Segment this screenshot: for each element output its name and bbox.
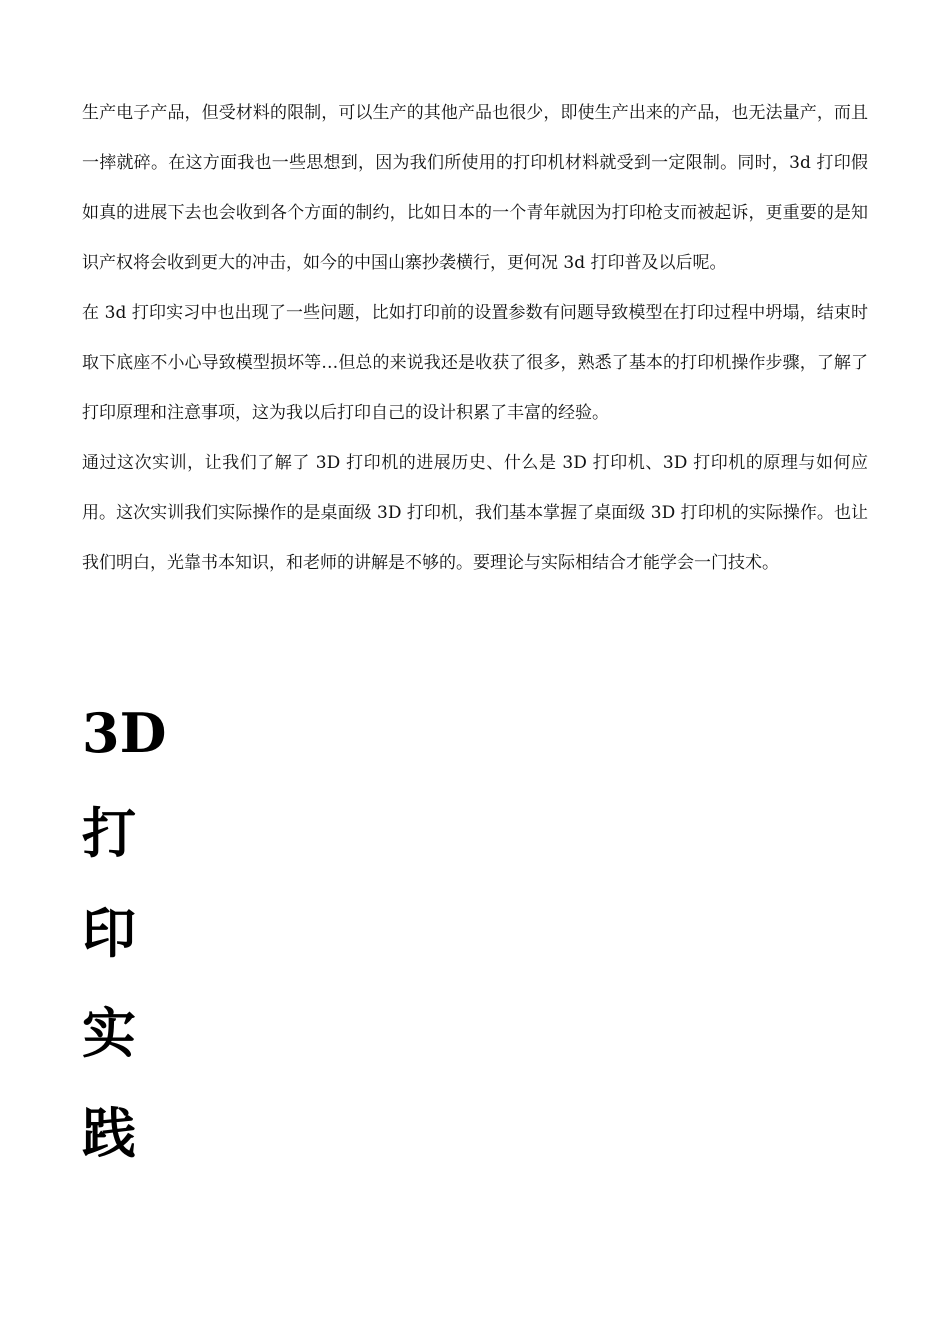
body-text <box>82 88 868 588</box>
paragraph: 在 3d 打印实习中也出现了一些问题，比如打印前的设置参数有问题导致模型在打印过程中坍塌，结束时取下底座不小心导致模型损坏等…但总的来说我还是收获了很多，熟悉了基本的打印机操作步骤，了解了打印原理和注意事项，这为我以后打印自己的设计积累了丰富的经验。 <box>82 303 868 423</box>
heading-char: 3D <box>82 701 167 765</box>
heading-char: 践 <box>82 1101 136 1165</box>
heading-char: 实 <box>82 1001 136 1065</box>
heading-char: 印 <box>82 901 136 965</box>
vertical-heading <box>82 698 282 1198</box>
heading-char: 打 <box>82 801 136 865</box>
paragraph: 生产电子产品，但受材料的限制，可以生产的其他产品也很少，即使生产出来的产品，也无法量产，而且一摔就碎。在这方面我也一些思想到，因为我们所使用的打印机材料就受到一定限制。同时，3d 打印假如真的进展下去也会收到各个方面的制约，比如日本的一个青年就因为打印枪支而被起诉，更重要的是知识产权将会收到更大的冲击，如今的中国山寨抄袭横行，更何况 3d 打印普及以后呢。 <box>82 103 868 273</box>
paragraph: 通过这次实训，让我们了解了 3D 打印机的进展历史、什么是 3D 打印机、3D 打印机的原理与如何应用。这次实训我们实际操作的是桌面级 3D 打印机，我们基本掌握了桌面级 3D 打印机的实际操作。也让我们明白，光靠书本知识，和老师的讲解是不够的。要理论与实际相结合才能学会一门技术。 <box>82 453 868 573</box>
